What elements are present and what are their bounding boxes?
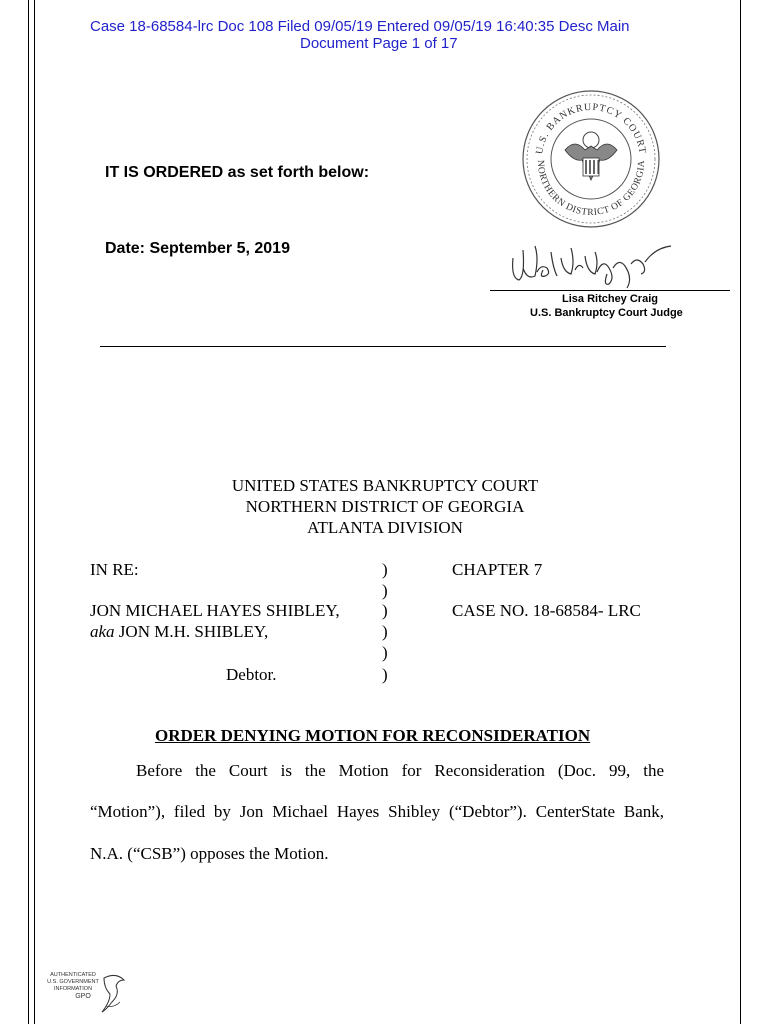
gpo-line3: INFORMATION xyxy=(53,986,93,992)
caption-case-number: CASE NO. 18-68584- LRC xyxy=(452,601,641,620)
seal-icon xyxy=(520,88,662,230)
gpo-line2: U.S. GOVERNMENT xyxy=(47,979,99,985)
caption-paren: ) xyxy=(382,643,388,662)
judge-signature xyxy=(505,228,675,290)
body-line-1: Before the Court is the Motion for Reconsideration (Doc. 99, the xyxy=(136,761,664,780)
body-line-2: “Motion”), filed by Jon Michael Hayes Shibley (“Debtor”). CenterState Bank, xyxy=(90,802,664,821)
signature-rule xyxy=(490,290,730,291)
judge-name: Lisa Ritchey Craig xyxy=(562,293,658,305)
caption-aka-line xyxy=(90,622,268,642)
caption-aka-name: JON M.H. SHIBLEY, xyxy=(114,622,269,641)
caption-paren: ) xyxy=(382,601,388,620)
caption-paren: ) xyxy=(382,622,388,641)
court-seal xyxy=(520,88,662,230)
caption-paren: ) xyxy=(382,665,388,684)
caption-debtor-label: Debtor. xyxy=(226,665,277,684)
body-line-3: N.A. (“CSB”) opposes the Motion. xyxy=(90,844,329,863)
judge-title: U.S. Bankruptcy Court Judge xyxy=(530,307,683,319)
court-division: ATLANTA DIVISION xyxy=(307,518,463,537)
svg-text:NORTHERN DISTRICT OF GEORGIA: NORTHERN DISTRICT OF GEORGIA xyxy=(534,159,648,219)
caption-paren: ) xyxy=(382,560,388,579)
gpo-line1: AUTHENTICATED xyxy=(50,972,96,978)
court-name-line2: NORTHERN DISTRICT OF GEORGIA xyxy=(245,497,525,516)
court-name-line1: UNITED STATES BANKRUPTCY COURT xyxy=(231,476,539,495)
caption-paren: ) xyxy=(382,581,388,600)
caption-chapter: CHAPTER 7 xyxy=(452,560,543,579)
caption-aka-prefix: aka xyxy=(90,622,115,641)
ordered-statement: IT IS ORDERED as set forth below: xyxy=(105,164,370,181)
gpo-authentication-badge xyxy=(38,972,130,1018)
svg-text:U.S. BANKRUPTCY COURT: U.S. BANKRUPTCY COURT xyxy=(534,101,648,155)
order-title: ORDER DENYING MOTION FOR RECONSIDERATION xyxy=(155,726,591,745)
gpo-line4: GPO xyxy=(75,993,91,1000)
order-date: Date: September 5, 2019 xyxy=(105,240,290,257)
header-separator-rule xyxy=(100,346,666,347)
eagle-icon xyxy=(100,972,128,1016)
caption-debtor-name: JON MICHAEL HAYES SHIBLEY, xyxy=(90,601,340,620)
caption-in-re: IN RE: xyxy=(90,560,139,579)
ecf-header-line1: Case 18-68584-lrc Doc 108 Filed 09/05/19 Entered 09/05/19 16:40:35 Desc Main xyxy=(90,18,630,35)
ecf-header-line2: Document Page 1 of 17 xyxy=(300,35,458,52)
